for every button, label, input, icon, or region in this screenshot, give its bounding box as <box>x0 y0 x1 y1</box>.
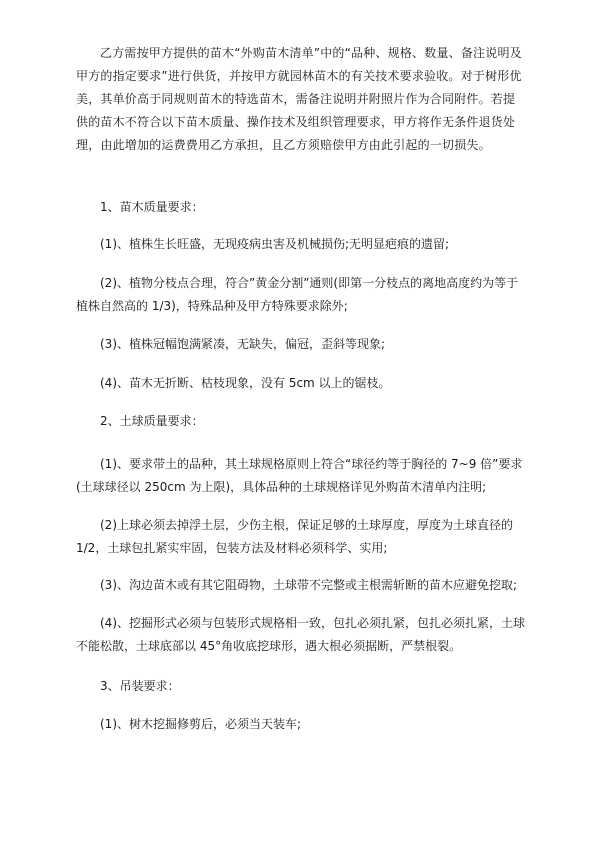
section-2-item-3: (3)、沟边苗木或有其它阻碍物，土球带不完整或主根需斩断的苗木应避免挖取; <box>100 578 518 592</box>
section-1-item-2: (2)、植物分枝点合理，符合”黄金分割”通则(即第一分枝点的离地高度约为等于植株自然高的 1/3)，特殊品种及甲方特殊要求除外; <box>76 276 519 313</box>
section-2-item-4: (4)、挖掘形式必须与包装形式规格相一致，包扎必须扎紧，包扎必须扎紧，土球不能松散，土球底部以 45°角收底挖球形，遇大根必须据断，严禁根裂。 <box>76 616 526 653</box>
section-2-heading: 2、土球质量要求： <box>100 414 204 428</box>
section-1-heading: 1、苗木质量要求： <box>100 200 204 214</box>
section-3-item-1: (1)、树木挖掘修剪后，必须当天装车; <box>100 717 302 731</box>
section-2-item-1: (1)、要求带土的品种，其土球规格原则上符合“球径约等于胸径的 7~9 倍”要求(土球球径以 250cm 为上限)，具体品种的土球规格详见外购苗木清单内注明; <box>76 457 523 494</box>
section-1-item-3: (3)、植株冠幅饱满紧凑，无缺失，偏冠，歪斜等现象; <box>100 337 386 351</box>
section-1-item-4: (4)、苗木无折断、枯枝现象，没有 5cm 以上的锯枝。 <box>100 376 391 390</box>
section-2-item-2: (2)上球必须去掉浮土层，少伤主根，保证足够的土球厚度，厚度为土球直径的 1/2，土球包扎紧实牢固，包装方法及材料必须科学、实用; <box>76 518 514 555</box>
section-1-item-1: (1)、植株生长旺盛，无现疫病虫害及机械损伤;无明显疤痕的遗留; <box>100 237 450 251</box>
section-3-heading: 3、吊装要求： <box>100 679 180 693</box>
intro-paragraph: 乙方需按甲方提供的苗木“外购苗木清单”中的“品种、规格、数量、备注说明及甲方的指定要求”进行供货，并按甲方就园林苗木的有关技术要求验收。对于树形优美，其单价高于同规则苗木的特选苗木，需备注说明并附照片作为合同附件。若提供的苗木不符合以下苗木质量、操作技术及组织管理要求，甲方将作无条件退货处理，由此增加的运费费用乙方承担，且乙方须赔偿甲方由此引起的一切损失。 <box>76 46 522 152</box>
